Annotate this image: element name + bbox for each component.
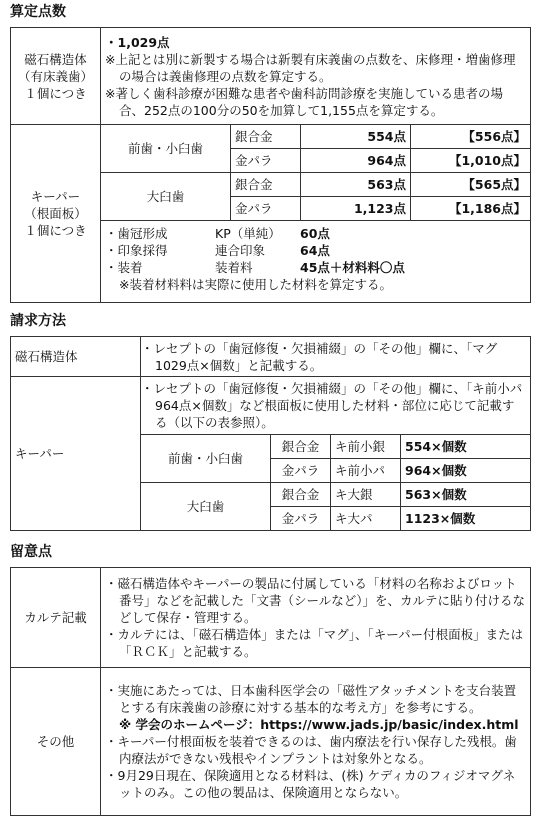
seikyu-material: 銀合金 [271, 483, 331, 507]
keeper-label-cell [11, 125, 101, 303]
points-cell: 563点 [301, 173, 411, 197]
keeper-extras-cell [101, 221, 531, 303]
material-cell: 銀合金 [231, 173, 301, 197]
magnet-note-2: ※著しく歯科診療が困難な患者や歯科訪問診療を実施している患者の場合、252点の100分の50を加算して1,155点を算定する。 [105, 85, 503, 118]
seikyu-keeper-text: ・レセプトの「歯冠修復・欠損補綴」の「その他」欄に、「キ前小パ 964点×個数」など根面板に使用した材料・部位に応じて記載する（以下の表参照）。 [141, 377, 531, 435]
alt-points-cell: 【556点】 [411, 125, 531, 149]
keeper-label-2: （根面板） [24, 206, 87, 221]
material-cell: 金パラ [231, 197, 301, 221]
seikyu-molar-label: 大臼歯 [141, 483, 271, 531]
ryui-table [10, 567, 531, 816]
extras-row: ・印象採得 連合印象 64点 [105, 243, 330, 258]
extras-note: ※装着材料料は実際に使用した材料を算定する。 [119, 277, 392, 292]
magnet-note-1: ※上記とは別に新製する場合は新製有床義歯の点数を、床修理・増歯修理の場合は義歯修理の点数を算定する。 [105, 51, 516, 84]
seikyu-material: 銀合金 [271, 435, 331, 459]
seikyu-table [10, 336, 535, 531]
seikyu-front-label: 前歯・小臼歯 [141, 435, 271, 483]
seikyu-magnet-text: ・レセプトの「歯冠修復・欠損補綴」の「その他」欄に、「マグ1029点×個数」と記載する。 [141, 337, 531, 377]
seikyu-code: キ前小銀 [331, 435, 401, 459]
alt-points-cell: 【1,010点】 [411, 149, 531, 173]
seikyu-material: 金パラ [271, 507, 331, 531]
magnet-label-1: 磁石構造体 [24, 51, 87, 67]
magnet-label-cell [11, 28, 101, 125]
karte-item: ・磁石構造体やキーパーの製品に付属している「材料の名称およびロット番号」などを記載した「文書（シールなど）」を、カルテに貼り付けるなどして保存・管理する。 [105, 576, 526, 625]
points-cell: 1,123点 [301, 197, 411, 221]
other-item: ・実施にあたっては、日本歯科医学会の「磁性アタッチメントを支台装置とする有床義歯の診療に対する基本的な考え方」を参考にする。 [105, 683, 517, 715]
seikyu-keeper-label: キーパー [11, 377, 141, 531]
karte-item: ・カルテには、「磁石構造体」または「マグ」、「キーパー付根面板」または「ＲＣＫ」と記載する。 [105, 627, 524, 659]
points-cell: 964点 [301, 149, 411, 173]
seikyu-code: キ大銀 [331, 483, 401, 507]
extras-row: ・歯冠形成 KP（単純） 60点 [105, 226, 330, 241]
magnet-label-2: （有床義歯） [17, 68, 93, 84]
seikyu-code: キ大パ [331, 507, 401, 531]
other-content [101, 668, 531, 816]
section-title-seikyu: 請求方法 [10, 313, 66, 329]
other-item: ・9月29日現在、保険適用となる材料は、(株) ケディカのフィジオマグネットのみ。この他の製品は、保険適用とならない。 [105, 768, 516, 800]
points-cell: 554点 [301, 125, 411, 149]
keeper-label-1: キーパー [30, 189, 81, 204]
seikyu-value: 554×個数 [401, 435, 531, 459]
molar-label: 大臼歯 [101, 173, 231, 221]
karte-content [101, 568, 531, 668]
seikyu-value: 1123×個数 [401, 507, 531, 531]
alt-points-cell: 【1,186点】 [411, 197, 531, 221]
alt-points-cell: 【565点】 [411, 173, 531, 197]
santei-table [10, 27, 531, 303]
material-cell: 金パラ [231, 149, 301, 173]
magnet-points-cell [101, 28, 531, 125]
other-label: その他 [11, 668, 101, 816]
keeper-label-3: １個につき [24, 223, 87, 238]
magnet-label-3: １個につき [24, 85, 87, 101]
karte-label: カルテ記載 [11, 568, 101, 668]
seikyu-value: 563×個数 [401, 483, 531, 507]
magnet-points: ・1,029点 [105, 34, 170, 50]
seikyu-value: 964×個数 [401, 459, 531, 483]
other-item: ・キーパー付根面板を装着できるのは、歯内療法を行い保存した残根。歯内療法ができない残根やインプラントは対象外となる。 [105, 734, 517, 766]
front-teeth-label: 前歯・小臼歯 [101, 125, 231, 173]
material-cell: 銀合金 [231, 125, 301, 149]
seikyu-material: 金パラ [271, 459, 331, 483]
extras-row: ・装着 装着料 45点＋材料料〇点 [105, 260, 405, 275]
seikyu-magnet-label: 磁石構造体 [11, 337, 141, 377]
jads-url[interactable]: ※ 学会のホームページ：https://www.jads.jp/basic/index.html [119, 717, 519, 732]
section-title-ryui: 留意点 [10, 544, 52, 560]
seikyu-code: キ前小パ [331, 459, 401, 483]
section-title-santei: 算定点数 [10, 4, 66, 20]
